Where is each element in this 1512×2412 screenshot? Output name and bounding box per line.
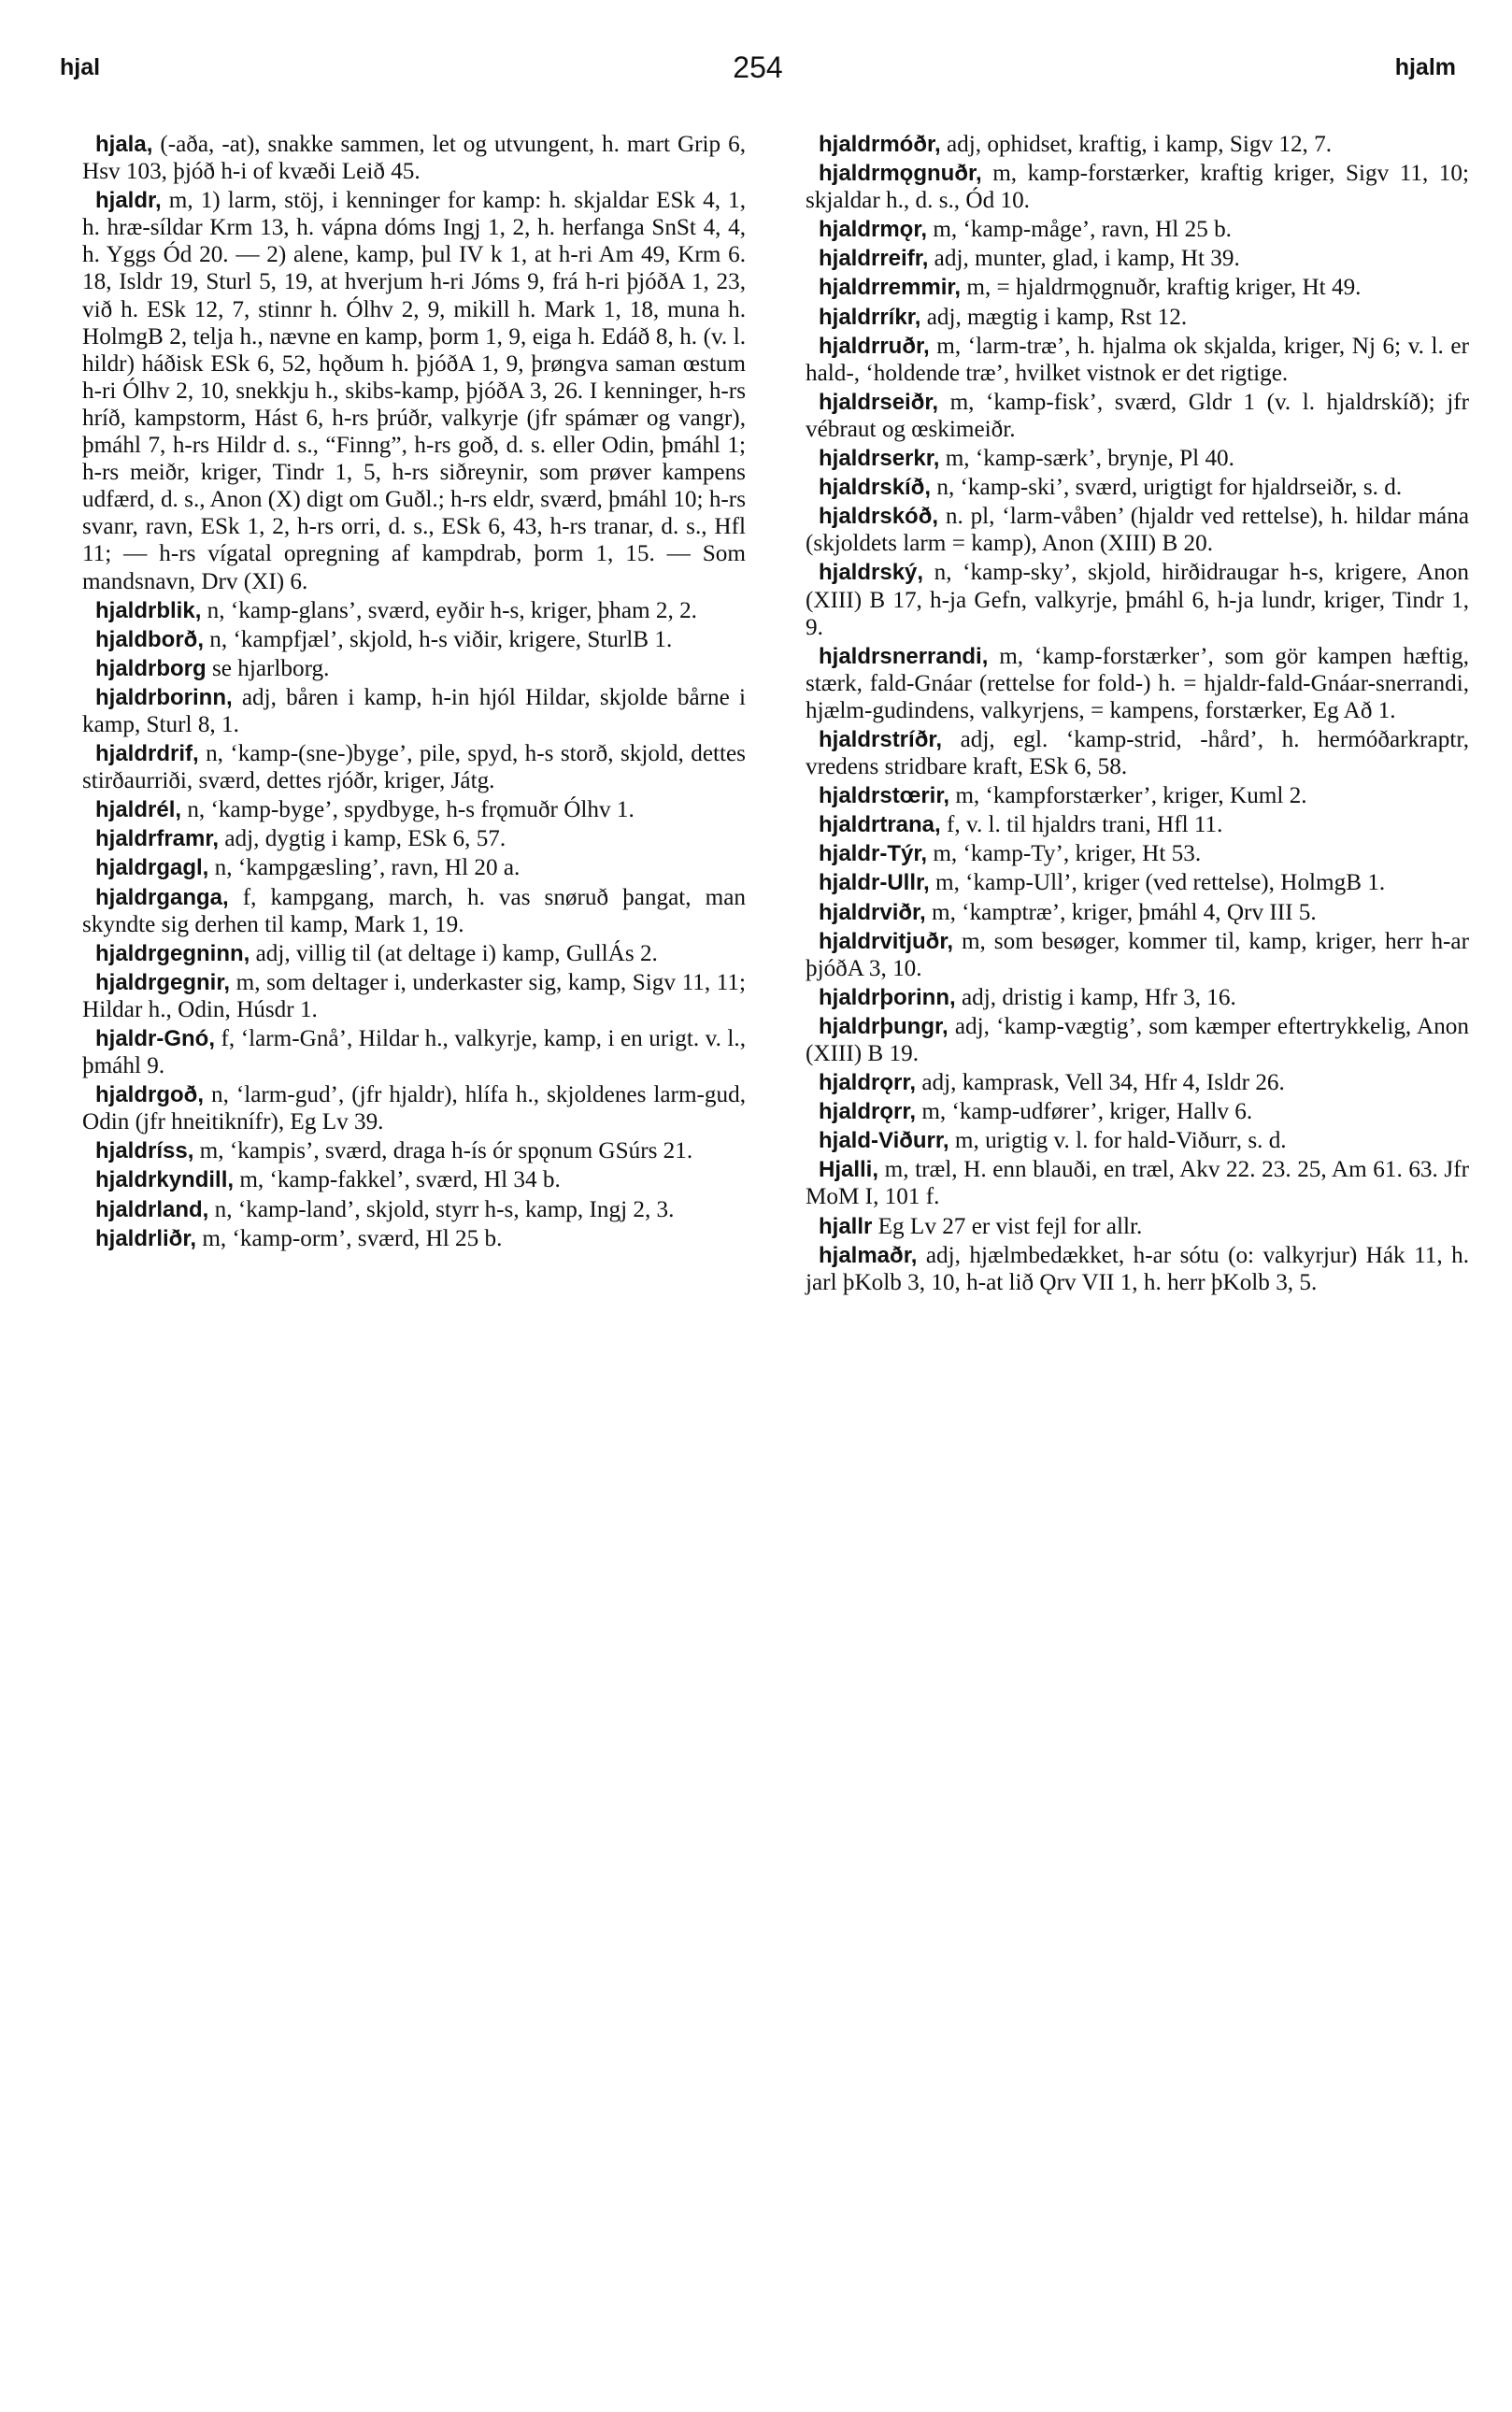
entry-definition: f, v. l. til hjaldrs trani, Hfl 11. xyxy=(940,812,1223,838)
page-number: 254 xyxy=(733,50,783,84)
entry-definition: n, ‘kampgæsling’, ravn, Hl 20 a. xyxy=(208,855,521,881)
entry-definition: m, ‘kamp-måge’, ravn, Hl 25 b. xyxy=(927,217,1232,243)
dictionary-entry xyxy=(806,1156,1469,1210)
entry-definition: m, 1) larm, stöj, i kenninger for kamp: h. skjaldar ESk 4, 1, h. hræ-síldar Krm 13, h. vápna dóms Ingj 1, 2, h. herfanga SnSt 4, 4, h. Yggs Ód 20. — 2) alene, kamp, þul IV k 1, at h-ri Am 49, Krm 6. 18, Isldr 19, Sturl 5, 19, at hverjum h-ri Jóms 9, frá h-ri þjóðA 1, 23, við h. ESk 12, 7, stinnr h. Ólhv 2, 9, mikill h. Mark 1, 18, muna h. HolmgB 2, telja h., nævne en kamp, þorm 1, 9, eiga h. Edáð 8, h. (v. l. hildr) háðisk ESk 6, 52, hǫðum h. þjóðA 1, 9, þrøngva saman œstum h-ri Ólhv 2, 10, snekkju h., skibs-kamp, þjóðA 3, 26. I kenninger, h-rs hríð, kampstorm, Hást 6, h-rs þrúðr, valkyrje (jfr spámær og vangr), þmáhl 7, h-rs Hildr d. s., “Finng”, h-rs goð, d. s. eller Odin, þmáhl 1; h-rs meiðr, kriger, Tindr 1, 5, h-rs siðreynir, som prøver kampens udfærd, d. s., Anon (X) digt om Guðl.; h-rs eldr, sværd, þmáhl 10; h-rs svanr, ravn, ESk 1, 2, h-rs orri, d. s., ESk 6, 43, h-rs tranar, d. s., Hfl 11; — h-rs vígatal opregning af kampdrab, þorm 1, 15. — Som mandsnavn, Drv (XI) 6. xyxy=(82,188,746,594)
dictionary-entry xyxy=(82,597,746,624)
entry-definition: n, ‘kamp-ski’, sværd, urigtigt for hjaldrseiðr, s. d. xyxy=(931,475,1403,501)
entry-headword: hjaldr-Týr, xyxy=(819,841,928,867)
entry-definition: n, ‘kamp-sky’, skjold, hirðidraugar h-s, krigere, Anon (XIII) B 17, h-ja Gefn, valkyrje, þmáhl 6, h-ja lundr, kriger, Tindr 1, 9. xyxy=(806,560,1469,640)
entry-definition: m, ‘kamp-Ty’, kriger, Ht 53. xyxy=(927,841,1202,867)
entry-headword: hjaldrstríðr, xyxy=(819,726,943,752)
entry-definition: adj, hjælmbedækket, h-ar sótu (o: valkyrjur) Hák 11, h. jarl þKolb 3, 10, h-at lið Ǫrv VII 1, h. herr þKolb 3, 5. xyxy=(806,1242,1469,1295)
entry-definition: m, ‘kamp-udfører’, kriger, Hallv 6. xyxy=(916,1099,1253,1125)
dictionary-entry xyxy=(806,1069,1469,1096)
dictionary-entry xyxy=(806,304,1469,331)
entry-headword: hjaldrmǫgnuðr, xyxy=(819,161,982,187)
entry-headword: hjaldrreifr, xyxy=(819,246,929,272)
entry-headword: hjaldrél, xyxy=(95,797,182,823)
entry-headword: hjaldrliðr, xyxy=(95,1225,197,1251)
dictionary-entry xyxy=(82,131,746,185)
entry-headword: hjaldr-Gnó, xyxy=(95,1026,215,1051)
dictionary-entry xyxy=(806,1213,1469,1240)
entry-headword: hjaldrþorinn, xyxy=(819,984,956,1010)
dictionary-entry xyxy=(806,274,1469,301)
entry-headword: hjaldrǫrr, xyxy=(819,1099,917,1125)
dictionary-entry xyxy=(806,389,1469,443)
dictionary-entry xyxy=(806,811,1469,838)
entry-definition: m, ‘kamptræ’, kriger, þmáhl 4, Ǫrv III 5. xyxy=(925,899,1317,925)
entry-definition: m, ‘kamp-fakkel’, sværd, Hl 34 b. xyxy=(234,1167,561,1193)
entry-definition: n, ‘larm-gud’, (jfr hjaldr), hlífa h., skjoldenes larm-gud, Odin (jfr hneitiknífr), Eg Lv 39. xyxy=(82,1082,746,1135)
dictionary-entry xyxy=(806,840,1469,867)
entry-headword: hjaldrframr, xyxy=(95,826,220,852)
entry-definition: m, urigtig v. l. for hald-Viðurr, s. d. xyxy=(949,1128,1287,1154)
entry-definition: m, som deltager i, underkaster sig, kamp, Sigv 11, 11; Hildar h., Odin, Húsdr 1. xyxy=(82,969,746,1022)
entry-headword: hjaldrþungr, xyxy=(819,1013,949,1039)
dictionary-entry xyxy=(806,726,1469,780)
entry-definition: m, ‘kamp-forstærker’, som gör kampen hæftig, stærk, fald-Gnáar (rettelse for fold-) h. = hjaldr-fald-Gnáar-snerrandi, hjælm-gudindens, valkyrjens, = kampens, forstærker, Eg Að 1. xyxy=(806,643,1469,723)
entry-headword: hjaldr, xyxy=(95,188,162,214)
entry-definition: se hjarlborg. xyxy=(206,655,330,681)
entry-definition: (-aða, -at), snakke sammen, let og utvungent, h. mart Grip 6, Hsv 103, þjóð h-i of kvæði Leið 45. xyxy=(82,132,746,185)
entry-definition: f, kampgang, march, h. vas snøruð þangat, man skyndte sig derhen til kamp, Mark 1, 19. xyxy=(82,884,746,937)
entry-headword: hjaldrstœrir, xyxy=(819,783,950,809)
entry-headword: hjaldrmóðr, xyxy=(819,132,941,157)
running-head-right: hjalm xyxy=(1394,54,1456,80)
entry-definition: n, ‘kampfjæl’, skjold, h-s viðir, krigere, SturlB 1. xyxy=(204,626,673,652)
entry-headword: hjald-Viðurr, xyxy=(819,1128,949,1154)
entry-headword: hjaldrremmir, xyxy=(819,275,962,301)
entry-headword: hjaldríss, xyxy=(95,1138,194,1164)
entry-headword: hjaldrskóð, xyxy=(819,504,939,530)
dictionary-entry xyxy=(806,1242,1469,1296)
entry-headword: hjaldrborinn, xyxy=(95,684,233,710)
entry-headword: hjaldrganga, xyxy=(95,884,229,910)
entry-definition: adj, dygtig i kamp, ESk 6, 57. xyxy=(219,826,506,852)
entry-headword: hjaldrský, xyxy=(819,560,924,586)
entry-headword: hjalmaðr, xyxy=(819,1242,918,1268)
dictionary-entry xyxy=(806,782,1469,809)
dictionary-entry xyxy=(82,940,746,967)
entry-definition: adj, dristig i kamp, Hfr 3, 16. xyxy=(955,984,1236,1010)
entry-headword: hjaldrgagl, xyxy=(95,855,209,881)
entry-definition: adj, ‘kamp-vægtig’, som kæmper eftertrykkelig, Anon (XIII) B 19. xyxy=(806,1013,1469,1066)
entry-definition: adj, egl. ‘kamp-strid, -hård’, h. hermóðarkraptr, vredens stridbare kraft, ESk 6, 58. xyxy=(806,726,1469,780)
entry-definition: adj, ophidset, kraftig, i kamp, Sigv 12, 7. xyxy=(940,132,1333,157)
entry-headword: hjala, xyxy=(95,132,153,157)
entry-headword: hjaldrgegnir, xyxy=(95,969,231,995)
entry-headword: hjaldrǫrr, xyxy=(819,1070,917,1096)
entry-definition: adj, kamprask, Vell 34, Hfr 4, Isldr 26. xyxy=(916,1070,1285,1096)
entry-definition: m, ‘kamp-Ull’, kriger (ved rettelse), HolmgB 1. xyxy=(929,870,1386,896)
dictionary-entry xyxy=(806,869,1469,896)
dictionary-entry xyxy=(806,333,1469,387)
entry-definition: m, ‘kamp-orm’, sværd, Hl 25 b. xyxy=(196,1225,503,1251)
entry-definition: adj, båren i kamp, h-in hjól Hildar, skjolde bårne i kamp, Sturl 8, 1. xyxy=(82,684,746,737)
entry-definition: adj, villig til (at deltage i) kamp, GullÁs 2. xyxy=(250,940,658,966)
page-header xyxy=(60,50,1456,92)
entry-definition: adj, mægtig i kamp, Rst 12. xyxy=(920,304,1188,330)
entry-headword: hjaldrserkr, xyxy=(819,446,940,472)
entry-headword: hjaldrkyndill, xyxy=(95,1167,235,1193)
entry-definition: m, træl, H. enn blauði, en træl, Akv 22. 23. 25, Am 61. 63. Jfr MoM I, 101 f. xyxy=(806,1157,1469,1210)
dictionary-entry xyxy=(806,216,1469,243)
entry-definition: n. pl, ‘larm-våben’ (hjaldr ved rettelse), h. hildar mána (skjoldets larm = kamp), Anon (XIII) B 20. xyxy=(806,504,1469,557)
entry-headword: hjaldrskíð, xyxy=(819,475,932,501)
entry-definition: n, ‘kamp-byge’, spydbyge, h-s frǫmuðr Ólhv 1. xyxy=(181,797,635,823)
entry-definition: m, ‘larm-træ’, h. hjalma ok skjalda, kriger, Nj 6; v. l. er hald-, ‘holdende træ’, hvilket vistnok er det rigtige. xyxy=(806,333,1469,386)
entry-definition: adj, munter, glad, i kamp, Ht 39. xyxy=(928,246,1240,272)
dictionary-entry xyxy=(806,1127,1469,1154)
entry-definition: m, = hjaldrmǫgnuðr, kraftig kriger, Ht 49. xyxy=(961,275,1362,301)
dictionary-entry xyxy=(82,187,746,594)
dictionary-entry xyxy=(806,503,1469,557)
entry-definition: m, ‘kamp-særk’, brynje, Pl 40. xyxy=(939,446,1234,472)
dictionary-entry xyxy=(806,160,1469,214)
entry-headword: hjaldr-Ullr, xyxy=(819,870,930,896)
dictionary-entry xyxy=(82,825,746,852)
dictionary-entry xyxy=(806,984,1469,1011)
entry-definition: m, ‘kampis’, sværd, draga h-ís ór spǫnum GSúrs 21. xyxy=(193,1138,693,1164)
entry-headword: hjaldrseiðr, xyxy=(819,389,939,415)
dictionary-entry xyxy=(806,559,1469,640)
dictionary-entry xyxy=(82,969,746,1023)
dictionary-entry xyxy=(806,1098,1469,1125)
dictionary-entry xyxy=(806,1013,1469,1067)
dictionary-entry xyxy=(806,474,1469,501)
entry-headword: Hjalli, xyxy=(819,1157,879,1183)
dictionary-entry xyxy=(82,740,746,794)
dictionary-entry xyxy=(82,1196,746,1223)
dictionary-entry xyxy=(82,1137,746,1164)
entry-definition: n, ‘kamp-land’, skjold, styrr h-s, kamp, Ingj 2, 3. xyxy=(208,1196,675,1222)
entry-headword: hjaldrland, xyxy=(95,1196,209,1222)
entry-definition: Eg Lv 27 er vist fejl for allr. xyxy=(872,1213,1143,1239)
dictionary-entry xyxy=(82,1081,746,1135)
dictionary-entry xyxy=(806,445,1469,472)
dictionary-entry xyxy=(806,131,1469,158)
entry-headword: hjaldrgoð, xyxy=(95,1082,204,1108)
entry-headword: hjaldrtrana, xyxy=(819,812,941,838)
entry-definition: m, ‘kamp-fisk’, sværd, Gldr 1 (v. l. hjaldrskíð); jfr vébraut og œskimeiðr. xyxy=(806,389,1469,442)
entry-headword: hjaldrruðr, xyxy=(819,333,930,359)
entry-definition: n, ‘kamp-(sne-)byge’, pile, spyd, h-s storð, skjold, dettes stirðaurriði, sværd, dettes rjóðr, kriger, Játg. xyxy=(82,741,746,794)
right-column xyxy=(806,131,1469,1298)
entry-headword: hjaldrvitjuðr, xyxy=(819,928,954,954)
dictionary-entry xyxy=(806,245,1469,272)
dictionary-entry xyxy=(82,884,746,938)
entry-definition: f, ‘larm-Gnå’, Hildar h., valkyrje, kamp, i en urigt. v. l., þmáhl 9. xyxy=(82,1026,746,1079)
entry-definition: m, kamp-forstærker, kraftig kriger, Sigv 11, 10; skjaldar h., d. s., Ód 10. xyxy=(806,161,1469,214)
dictionary-entry xyxy=(806,643,1469,724)
entry-headword: hjaldrríkr, xyxy=(819,304,921,330)
entry-headword: hjaldrsnerrandi, xyxy=(819,643,989,669)
dictionary-entry xyxy=(82,1166,746,1193)
dictionary-entry xyxy=(82,684,746,738)
dictionary-entry xyxy=(82,796,746,823)
entry-headword: hjaldrmǫr, xyxy=(819,217,928,243)
entry-headword: hjaldrblik, xyxy=(95,597,202,623)
entry-definition: n, ‘kamp-glans’, sværd, eyðir h-s, kriger, þham 2, 2. xyxy=(201,597,697,623)
entry-headword: hjaldborð, xyxy=(95,626,204,652)
entry-headword: hjaldrviðr, xyxy=(819,899,926,925)
dictionary-entry xyxy=(82,626,746,653)
dictionary-entry xyxy=(82,1225,746,1252)
entry-headword: hjaldrgegninn, xyxy=(95,940,250,966)
dictionary-entry xyxy=(82,1025,746,1079)
dictionary-entry xyxy=(806,928,1469,982)
dictionary-entry xyxy=(82,854,746,881)
dictionary-entry xyxy=(82,655,746,682)
entry-definition: m, ‘kampforstærker’, kriger, Kuml 2. xyxy=(949,783,1307,809)
entry-headword: hjallr xyxy=(819,1213,873,1239)
entry-headword: hjaldrborg xyxy=(95,655,207,681)
left-column xyxy=(82,131,746,1254)
entry-headword: hjaldrdrif, xyxy=(95,741,199,767)
entry-definition: m, som besøger, kommer til, kamp, kriger, herr h-ar þjóðA 3, 10. xyxy=(806,928,1469,981)
dictionary-entry xyxy=(806,899,1469,926)
running-head-left: hjal xyxy=(60,54,101,80)
